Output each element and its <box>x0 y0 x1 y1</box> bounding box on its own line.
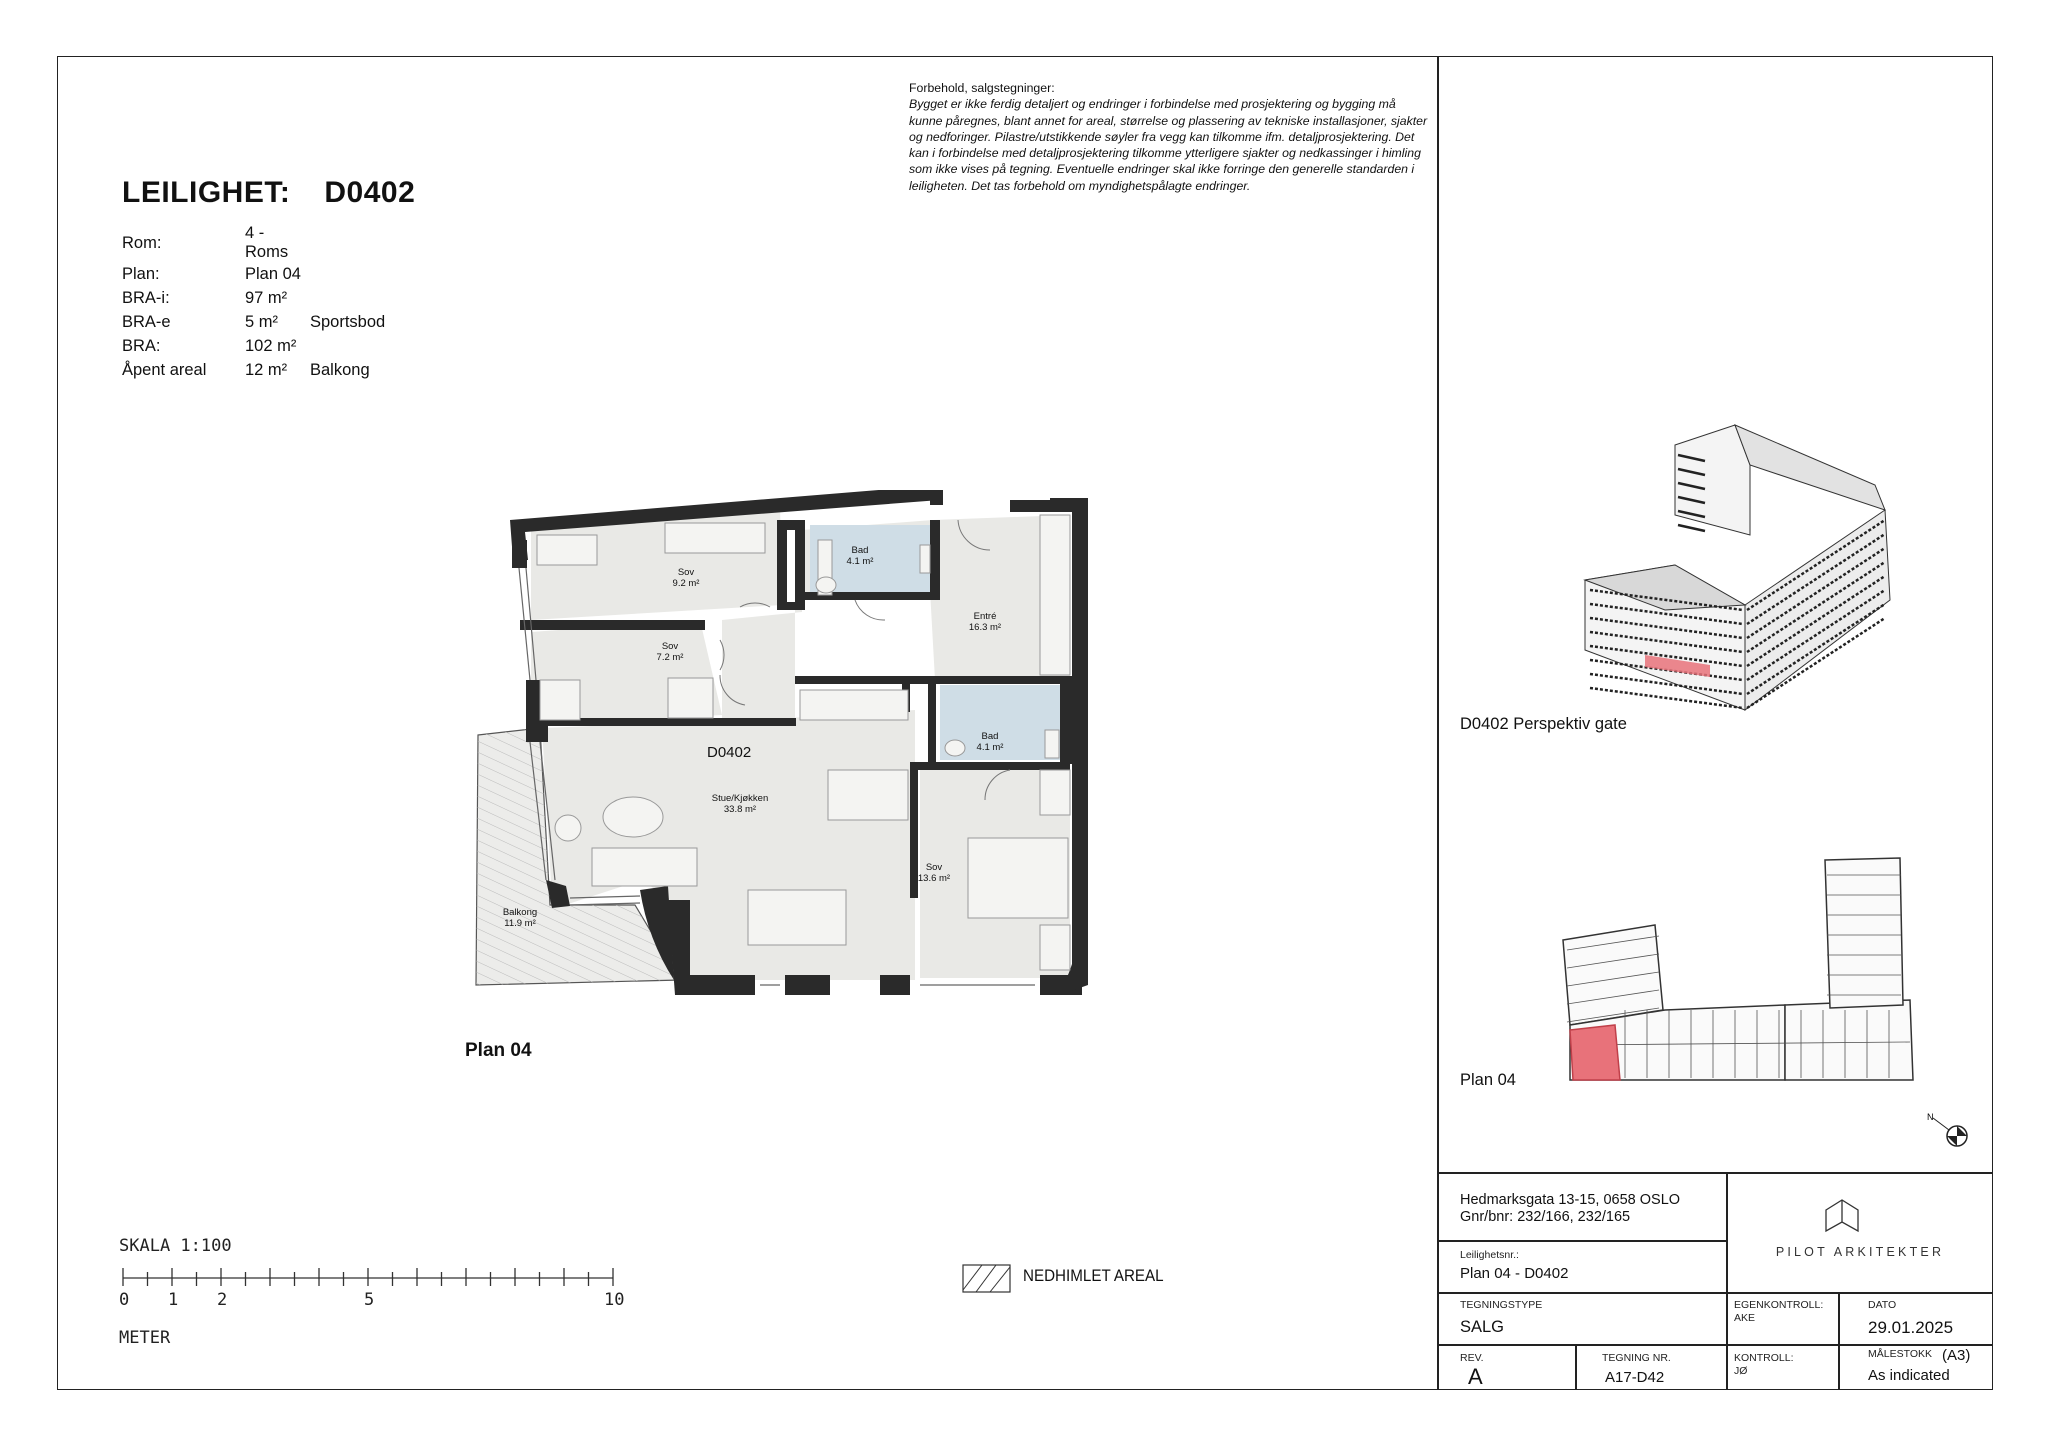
malestokk-value: As indicated <box>1868 1367 1950 1384</box>
egenkontroll-label: EGENKONTROLL: <box>1734 1299 1824 1311</box>
room-name: Sov <box>677 567 695 578</box>
info-row <box>122 310 385 334</box>
title-label: LEILIGHET: <box>122 176 291 209</box>
rev-value: A <box>1468 1364 1483 1389</box>
disclaimer-heading: Forbehold, salgstegninger: <box>909 81 1055 95</box>
egenkontroll-value: AKE <box>1734 1312 1756 1324</box>
info-row <box>122 334 385 358</box>
north-arrow-icon <box>1925 1110 1970 1150</box>
disclaimer <box>909 80 1429 194</box>
tegningstype-label: TEGNINGSTYPE <box>1460 1299 1543 1311</box>
info-value: 12 m² <box>245 360 288 379</box>
tegning-label: TEGNING NR. <box>1602 1352 1671 1364</box>
info-row <box>122 262 385 286</box>
leilighetsnr-value: Plan 04 - D0402 <box>1460 1265 1569 1282</box>
dato-value: 29.01.2025 <box>1868 1318 1954 1337</box>
info-value: 4 - Roms <box>245 224 289 261</box>
scale-tick-1: 1 <box>168 1290 179 1310</box>
room-name: Sov <box>661 641 679 652</box>
rev-label: REV. <box>1460 1352 1484 1364</box>
info-key: Plan: <box>122 264 160 283</box>
scale-tick-5: 5 <box>364 1290 375 1310</box>
tb-divider <box>1437 1172 1993 1174</box>
room-label <box>700 793 780 815</box>
scale-tick-2: 2 <box>217 1290 228 1310</box>
info-extra <box>310 334 385 358</box>
leilighetsnr-label: Leilighetsnr.: <box>1460 1249 1519 1261</box>
info-extra <box>310 286 385 310</box>
plan-caption: Plan 04 <box>465 1040 532 1061</box>
unit-label: D0402 <box>707 744 752 761</box>
room-label <box>960 731 1020 753</box>
tb-divider <box>1437 1240 1727 1242</box>
room-name: Stue/Kjøkken <box>711 793 769 804</box>
svg-text:N: N <box>1927 1112 1934 1122</box>
room-label <box>490 907 550 929</box>
info-row <box>122 358 385 382</box>
info-value: 5 m² <box>245 312 278 331</box>
info-key: BRA-i: <box>122 288 170 307</box>
address <box>1460 1192 1680 1226</box>
property-id: Gnr/bnr: 232/166, 232/165 <box>1460 1209 1631 1225</box>
room-area: 11.9 m² <box>504 918 536 929</box>
info-extra <box>310 224 385 262</box>
room-area: 4.1 m² <box>976 742 1004 753</box>
room-area: 13.6 m² <box>917 873 951 884</box>
scale-tick-10: 10 <box>604 1290 625 1310</box>
info-key: BRA-e <box>122 312 171 331</box>
scale-unit: METER <box>119 1328 171 1348</box>
apartment-code: D0402 <box>324 176 416 209</box>
room-area: 33.8 m² <box>723 804 757 815</box>
room-area: 7.2 m² <box>656 652 684 663</box>
room-name: Bad <box>851 545 869 556</box>
info-extra <box>310 262 385 286</box>
info-value: 97 m² <box>245 288 288 307</box>
kontroll-label: KONTROLL: <box>1734 1352 1794 1364</box>
tb-divider <box>1726 1172 1728 1390</box>
address-line: Hedmarksgata 13-15, 0658 OSLO <box>1460 1192 1681 1208</box>
malestokk-label: MÅLESTOKK <box>1868 1348 1932 1360</box>
info-key: Åpent areal <box>122 360 207 379</box>
malestokk-format: (A3) <box>1942 1347 1971 1364</box>
tb-divider <box>1575 1344 1577 1390</box>
info-value: Plan 04 <box>245 264 301 283</box>
tegningstype-value: SALG <box>1460 1318 1505 1336</box>
hatch-legend-swatch <box>962 1264 1012 1294</box>
kontroll-value: JØ <box>1734 1365 1748 1377</box>
key-plan <box>1555 850 1915 1090</box>
tb-divider <box>1838 1292 1840 1390</box>
perspective-caption: D0402 Perspektiv gate <box>1460 715 1627 733</box>
info-row <box>122 286 385 310</box>
room-label <box>830 545 890 567</box>
apartment-info-table <box>122 224 385 382</box>
room-area: 9.2 m² <box>672 578 700 589</box>
room-name: Entré <box>973 611 997 622</box>
scale-tick-0: 0 <box>119 1290 130 1310</box>
info-extra: Balkong <box>310 360 370 379</box>
dato-label: DATO <box>1868 1299 1897 1311</box>
room-label <box>640 641 700 663</box>
room-name: Sov <box>925 862 943 873</box>
tb-divider <box>1437 1292 1993 1294</box>
firm-name: PILOT ARKITEKTER <box>1775 1245 1945 1259</box>
tegning-value: A17-D42 <box>1605 1369 1665 1386</box>
disclaimer-body: Bygget er ikke ferdig detaljert og endringer i forbindelse med prosjektering og bygging må kunne påregnes, blant annet for areal, størrelse og plassering av tekniske installasjoner, sjakter og nedforinger. Pilastre/utstikkende søyler fra vegg kan tilkomme ifm. detaljprosjektering. Det kan i forbindelse med detaljprosjektering tilkomme ytterligere sjakter og nedkassinger i himling som ikke vises på tegning. Eventuelle endringer skal ikke forringe den generelle standarden i leiligheten. Det tas forbehold om myndighetspålagte endringer. <box>909 97 1428 193</box>
facade-floor-line <box>1678 525 1705 531</box>
room-area: 4.1 m² <box>846 556 874 567</box>
info-extra: Sportsbod <box>310 312 386 331</box>
info-key: Rom: <box>122 233 162 252</box>
info-value: 102 m² <box>245 336 297 355</box>
firm-logo-icon <box>1822 1198 1862 1234</box>
room-label <box>904 862 964 884</box>
room-name: Bad <box>981 731 999 742</box>
room-area: 16.3 m² <box>968 622 1002 633</box>
tb-divider <box>1437 1344 1993 1346</box>
scale-label: SKALA 1:100 <box>119 1236 232 1256</box>
room-name: Balkong <box>502 907 538 918</box>
info-row <box>122 224 385 262</box>
room-label <box>656 567 716 589</box>
hatch-legend-label: NEDHIMLET AREAL <box>1023 1267 1164 1285</box>
panel-divider <box>1437 56 1439 1390</box>
keyplan-caption: Plan 04 <box>1460 1071 1516 1089</box>
building-perspective <box>1545 415 1895 715</box>
room-label <box>955 611 1015 633</box>
info-key: BRA: <box>122 336 161 355</box>
page-title <box>122 176 415 210</box>
